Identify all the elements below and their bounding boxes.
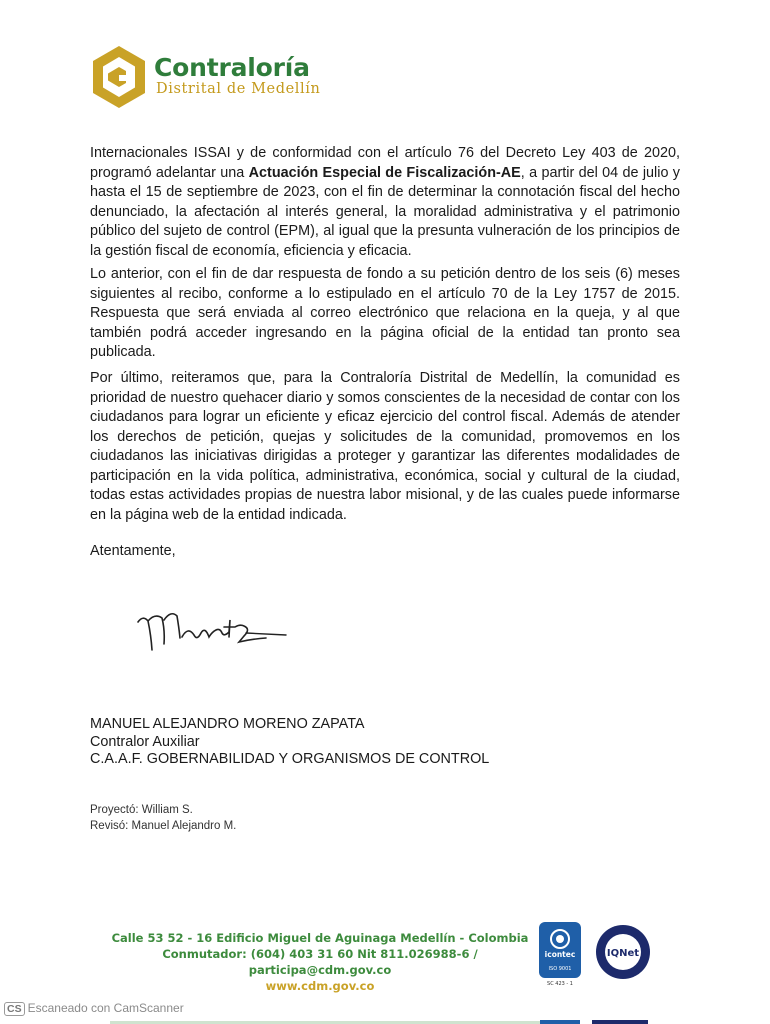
iqnet-label: IQNet — [606, 948, 640, 959]
org-logo — [90, 44, 330, 110]
paragraph-3: Por último, reiteramos que, para la Contraloría Distrital de Medellín, la comunidad es prioridad de nuestro quehacer diario y somos conscientes de la necesidad de contar con los ciudadanos para lograr un eficiente y eficaz ejercicio del control fiscal. Además de atender los derechos de petición, quejas y solicitudes de la comunidad, promovemos en los ciudadanos las iniciativas dirigidas a proteger y garantizar las diferentes modalidades de participación en la vida política, administrativa, económica, social y cultural de la ciudad, todas estas actividades propias de nuestra labor misional, y de las cuales puede informarse en la página web de la entidad indicada. — [90, 370, 680, 523]
prepared-by: Proyectó: William S. — [90, 804, 193, 816]
scanner-watermark — [4, 1001, 184, 1016]
signer-title: Contralor Auxiliar — [90, 733, 200, 750]
paragraph-1 — [90, 144, 680, 261]
icontec-certification-icon — [538, 921, 582, 987]
footer-address: Calle 53 52 - 16 Edificio Miguel de Aguinaga Medellín - Colombia — [111, 931, 529, 945]
paragraph-1-emphasis: Actuación Especial de Fiscalización-AE — [248, 164, 521, 181]
footer-website: www.cdm.gov.co — [265, 979, 375, 993]
footer-phone-email: Conmutador: (604) 403 31 60 Nit 811.026988-6 / participa@cdm.gov.co — [162, 947, 478, 977]
paragraph-1-end: , a partir del 04 de julio y hasta el 15 de septiembre de 2023, con el fin de determinar la connotación fiscal del hecho denunciado, la afectación al interés general, la moralidad administrativa y el patrimonio público del sujeto de control (EPM), al igual que la presunta vulneración de los principios de la gestión fiscal de economía, eficiencia y eficacia. — [90, 164, 680, 259]
org-name: Contraloría — [154, 53, 310, 82]
signer-block — [90, 716, 489, 769]
reviewed-by: Revisó: Manuel Alejandro M. — [90, 820, 237, 832]
closing-salutation: Atentamente, — [90, 543, 176, 559]
handwritten-signature-icon — [135, 600, 295, 660]
paragraph-2: Lo anterior, con el fin de dar respuesta de fondo a su petición dentro de los seis (6) meses siguientes al recibo, conforme a lo estipulado en el artículo 70 de la Ley 1757 de 2015. Respuesta que será enviada al correo electrónico que relaciona en la queja, y al que también podrá acceder ingresando en la página oficial de la entidad tan pronto sea publicada. — [90, 266, 680, 360]
paragraph-1-start: Internacionales ISSAI y de conformidad con el artículo 76 del Decreto Ley 403 de 2020, programó adelantar una — [90, 145, 680, 181]
scanner-text: Escaneado con CamScanner — [27, 1001, 184, 1015]
signer-name: MANUEL ALEJANDRO MORENO ZAPATA — [90, 716, 365, 732]
iqnet-certification-icon — [594, 923, 652, 981]
camscanner-icon: CS — [4, 1002, 25, 1016]
icontec-label: icontec — [544, 950, 576, 959]
footer-contact — [100, 930, 540, 994]
org-subtitle: Distrital de Medellín — [156, 81, 321, 97]
icontec-iso: ISO 9001 — [548, 966, 572, 972]
signer-unit: C.A.A.F. GOBERNABILIDAD Y ORGANISMOS DE CONTROL — [90, 751, 490, 767]
hexagon-logo-icon — [90, 44, 148, 110]
next-page-edge — [0, 1019, 770, 1024]
icontec-code: SC 423 - 1 — [547, 981, 573, 987]
credits-block — [90, 802, 236, 834]
